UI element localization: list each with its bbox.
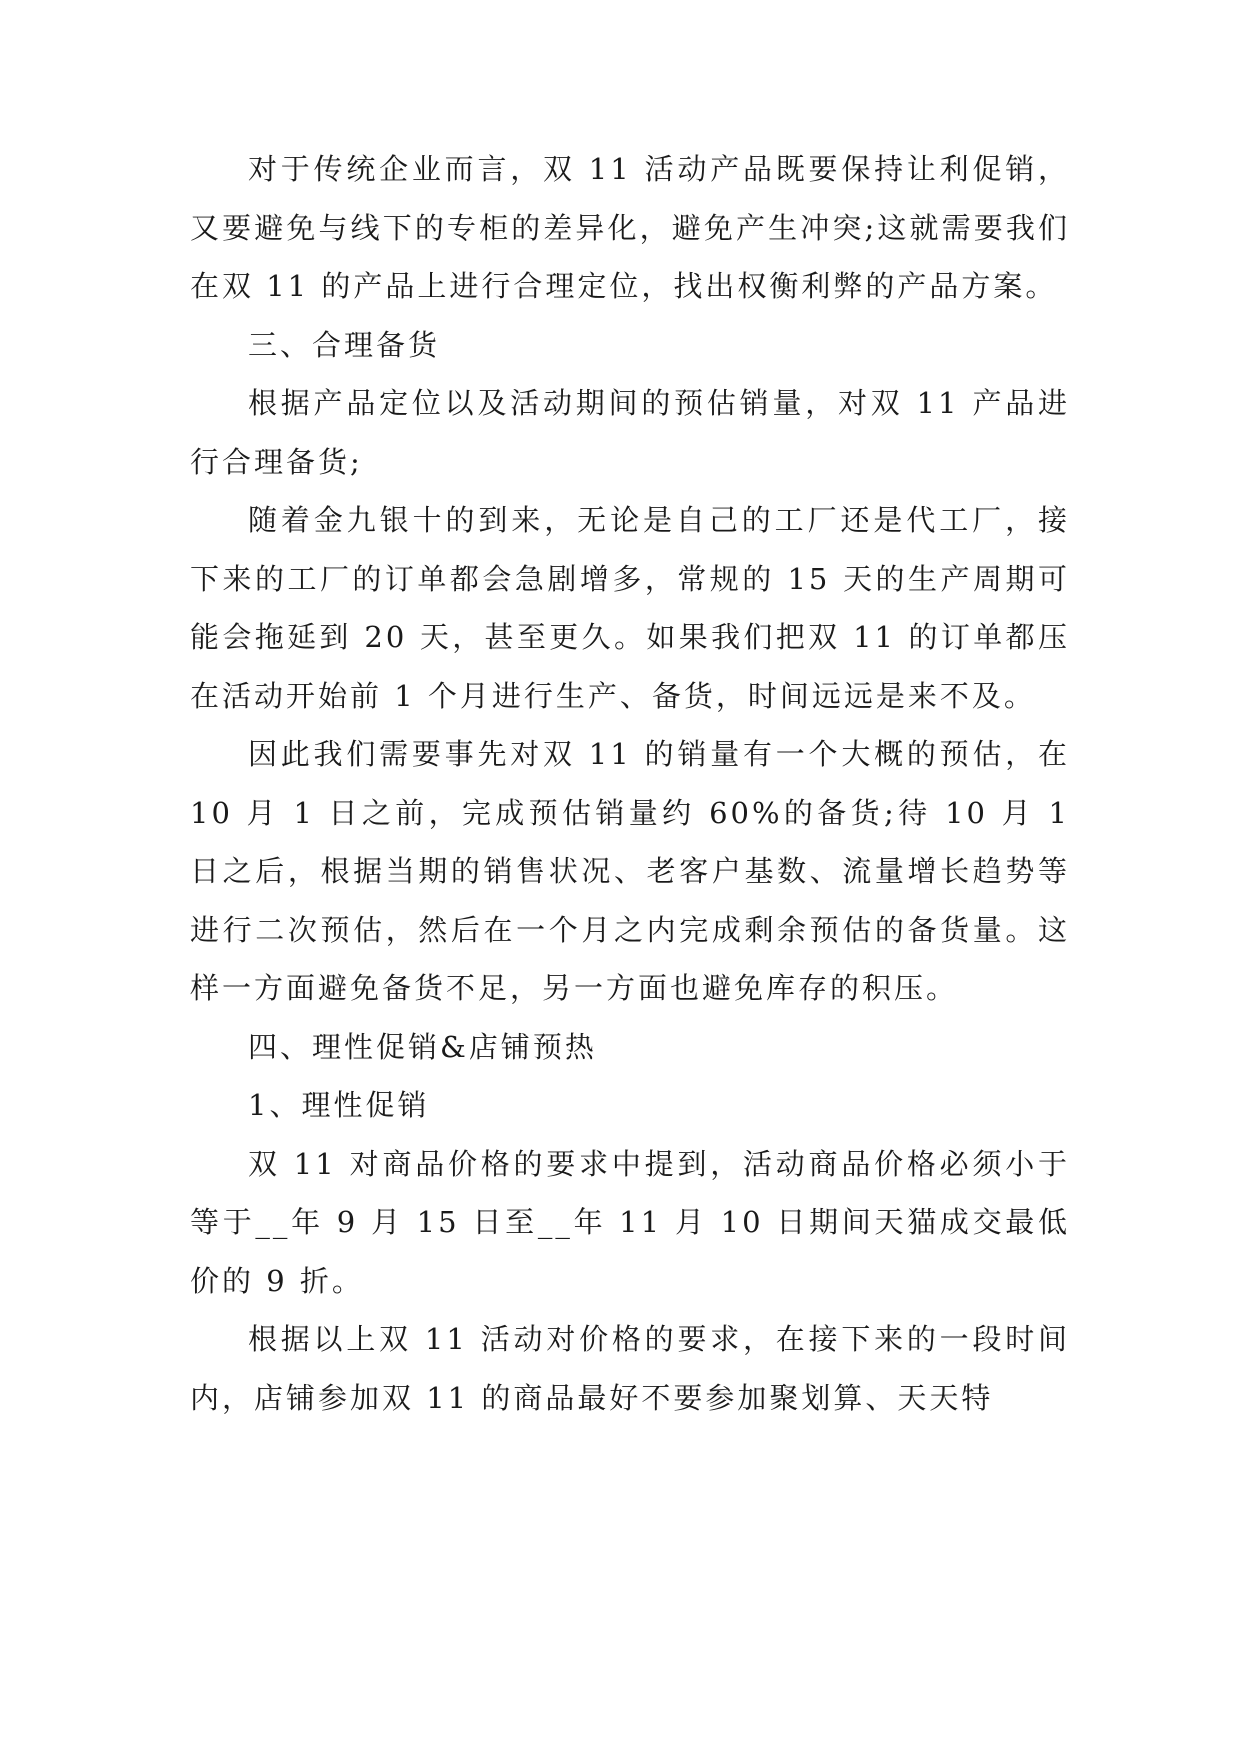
- subheading-rational-promotion: 1、理性促销: [248, 1088, 430, 1122]
- document-body: [190, 140, 1070, 1427]
- paragraph-sales-estimate: 因此我们需要事先对双 11 的销量有一个大概的预估，在 10 月 1 日之前，完成预估销量约 60%的备货;待 10 月 1 日之后，根据当期的销售状况、老客户基数、流量增长趋势等进行二次预估，然后在一个月之内完成剩余预估的备货量。这样一方面避免备货不足，另一方面也避免库存的积压。: [190, 737, 1070, 1005]
- heading-promotion-warmup: 四、理性促销&店铺预热: [248, 1029, 597, 1064]
- paragraph-stocking-basis: 根据产品定位以及活动期间的预估销量，对双 11 产品进行合理备货;: [190, 386, 1070, 479]
- paragraph-production-cycle: 随着金九银十的到来，无论是自己的工厂还是代工厂，接下来的工厂的订单都会急剧增多，常规的 15 天的生产周期可能会拖延到 20 天，甚至更久。如果我们把双 11 的订单都压在活动开始前 1 个月进行生产、备货，时间远远是来不及。: [190, 503, 1070, 713]
- heading-reasonable-stocking: 三、合理备货: [248, 327, 441, 362]
- paragraph-product-positioning: 对于传统企业而言，双 11 活动产品既要保持让利促销，又要避免与线下的专柜的差异化，避免产生冲突;这就需要我们在双 11 的产品上进行合理定位，找出权衡利弊的产品方案。: [190, 152, 1070, 303]
- paragraph-price-requirement: 双 11 对商品价格的要求中提到，活动商品价格必须小于等于__年 9 月 15 日至__年 11 月 10 日期间天猫成交最低价的 9 折。: [190, 1146, 1070, 1298]
- paragraph-price-strategy: 根据以上双 11 活动对价格的要求，在接下来的一段时间内，店铺参加双 11 的商品最好不要参加聚划算、天天特: [190, 1322, 1070, 1415]
